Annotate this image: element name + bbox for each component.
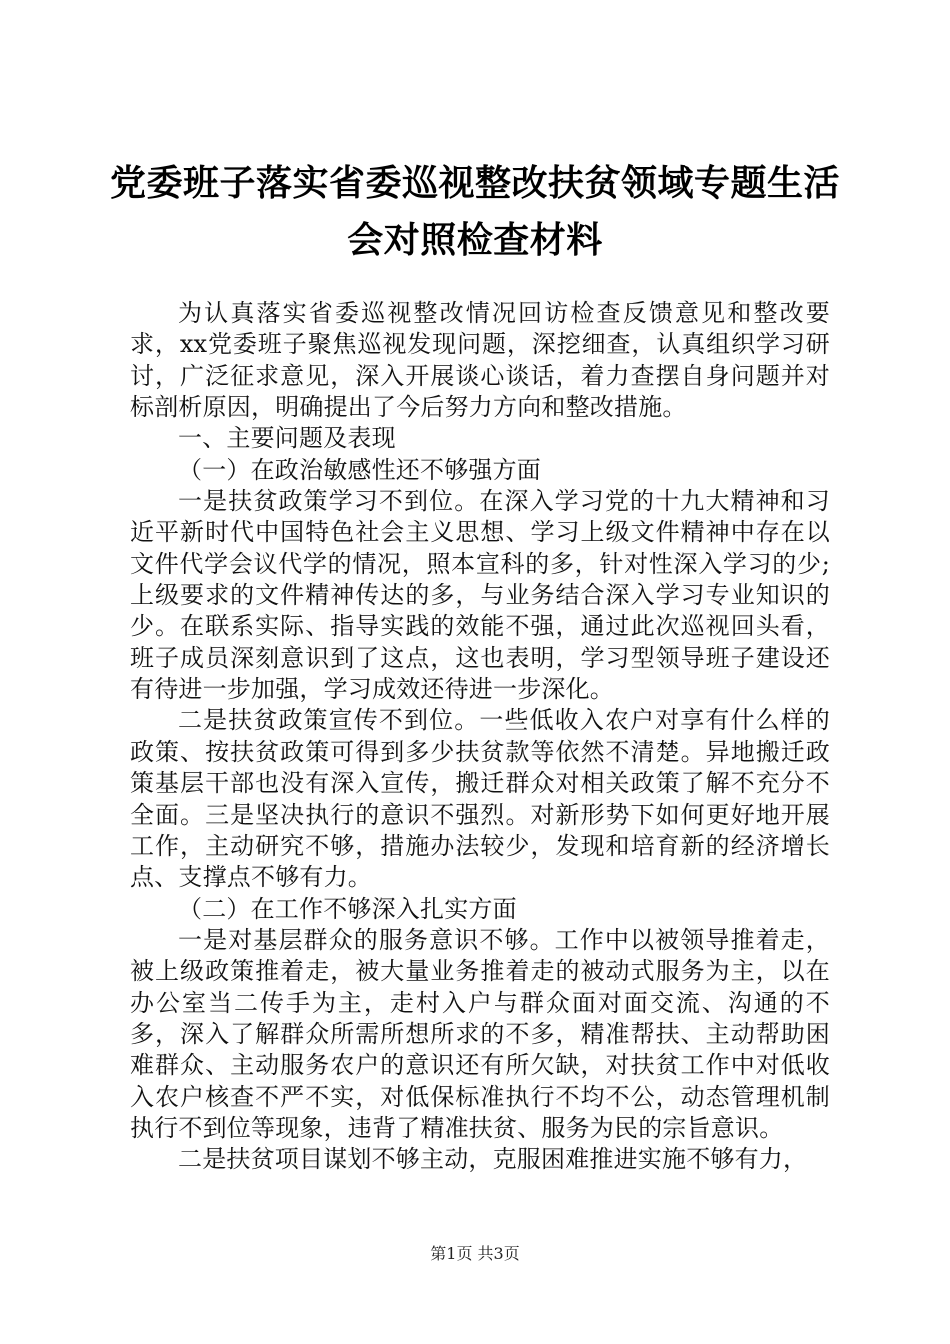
body-paragraph: 一是对基层群众的服务意识不够。工作中以被领导推着走，被上级政策推着走，被大量业务推着走的被动式服务为主，以在办公室当二传手为主，走村入户与群众面对面交流、沟通的不多，深入了解群众所需所想所求的不多，精准帮扶、主动帮助困难群众、主动服务农户的意识还有所欠缺，对扶贫工作中对低收入农户核查不严不实，对低保标准执行不均不公，动态管理机制执行不到位等现象，违背了精准扶贫、服务为民的宗旨意识。	[130, 925, 830, 1142]
section-heading: 一、主要问题及表现	[178, 424, 396, 453]
document-title-line-2: 会对照检查材料	[347, 220, 603, 261]
body-paragraph: 二是扶贫政策宣传不到位。一些低收入农户对享有什么样的政策、按扶贫政策可得到多少扶贫款等依然不清楚。异地搬迁政策基层干部也没有深入宣传，搬迁群众对相关政策了解不充分不全面。三是坚决执行的意识不强烈。对新形势下如何更好地开展工作，主动研究不够，措施办法较少，发现和培育新的经济增长点、支撑点不够有力。	[130, 706, 830, 892]
intro-paragraph: 为认真落实省委巡视整改情况回访检查反馈意见和整改要求，xx党委班子聚焦巡视发现问题，深挖细查，认真组织学习研讨，广泛征求意见，深入开展谈心谈话，着力查摆自身问题并对标剖析原因，明确提出了今后努力方向和整改措施。	[130, 299, 830, 422]
subsection-heading: （一）在政治敏感性还不够强方面	[178, 455, 541, 484]
body-paragraph: 一是扶贫政策学习不到位。在深入学习党的十九大精神和习近平新时代中国特色社会主义思想、学习上级文件精神中存在以文件代学会议代学的情况，照本宣科的多，针对性深入学习的少;上级要求的文件精神传达的多，与业务结合深入学习专业知识的少。在联系实际、指导实践的效能不强，通过此次巡视回头看，班子成员深刻意识到了这点，这也表明，学习型领导班子建设还有待进一步加强，学习成效还待进一步深化。	[130, 487, 830, 704]
document-body	[130, 298, 830, 1176]
document-title-line-1: 党委班子落实省委巡视整改扶贫领域专题生活	[109, 163, 840, 204]
subsection-heading: （二）在工作不够深入扎实方面	[178, 894, 517, 923]
page-number: 第1页 共3页	[430, 1244, 520, 1263]
body-paragraph: 二是扶贫项目谋划不够主动，克服困难推进实施不够有力，	[178, 1145, 808, 1174]
